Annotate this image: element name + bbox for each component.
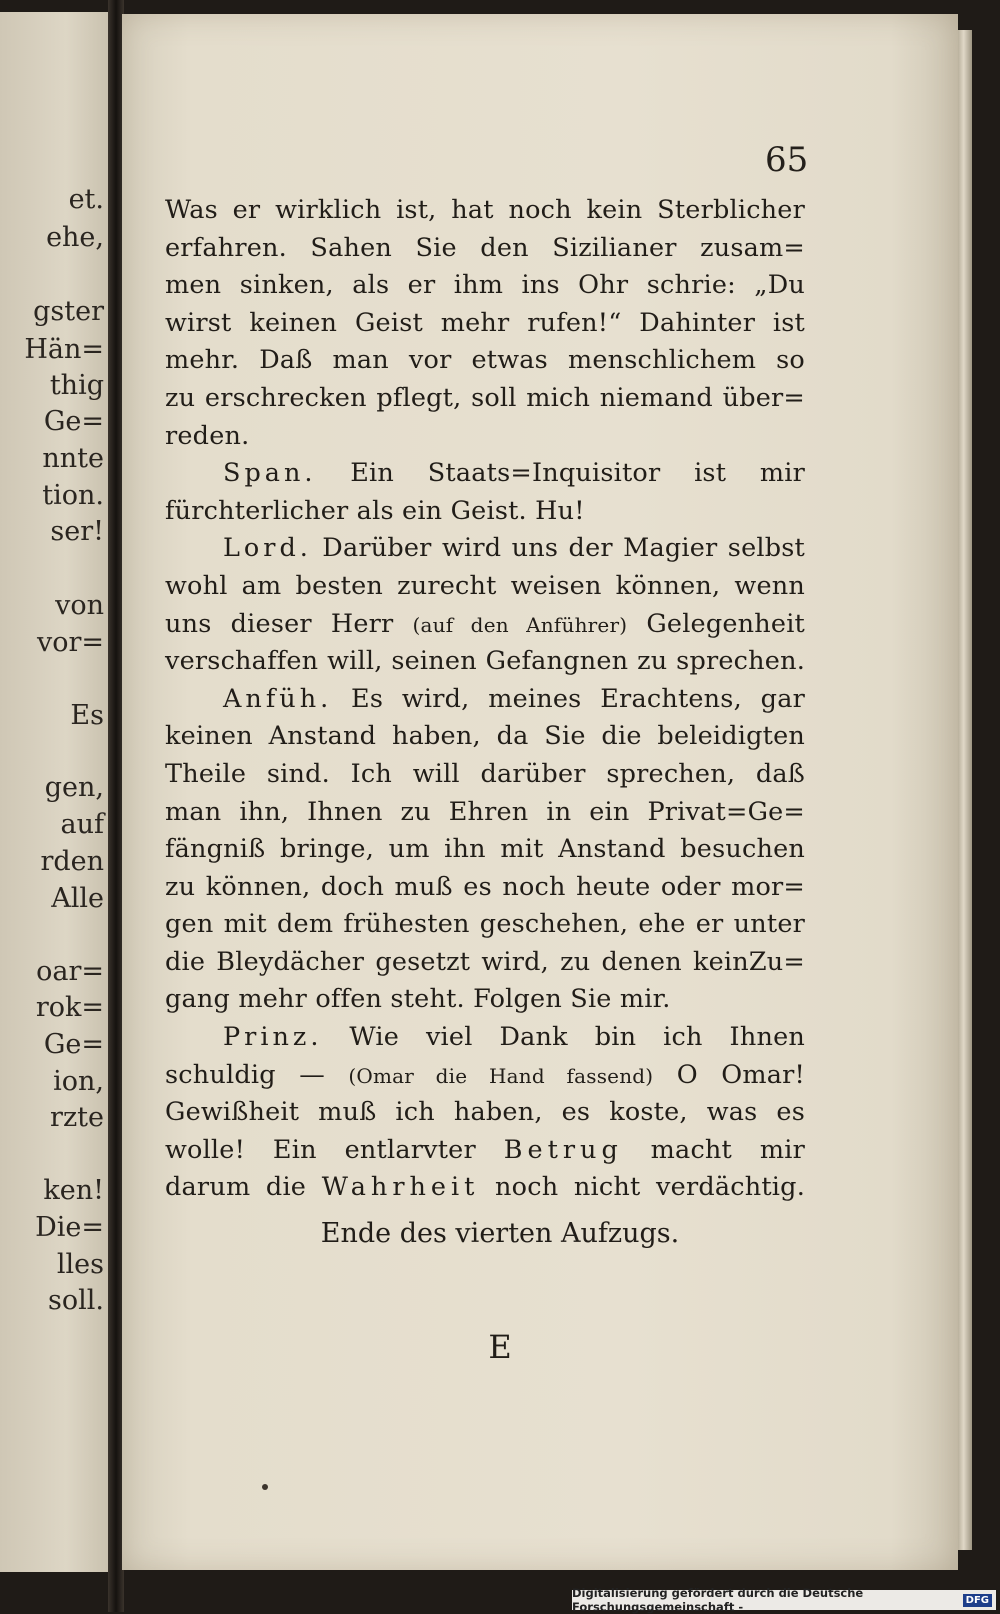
text-line-content bbox=[165, 267, 805, 305]
left-page-fragment: Hän= bbox=[24, 334, 104, 365]
page-edge bbox=[958, 30, 972, 1550]
text-line bbox=[165, 756, 805, 794]
left-page-fragment: ehe, bbox=[46, 222, 104, 253]
left-page-fragment: gen, bbox=[44, 772, 104, 803]
text-run: wirst keinen Geist mehr rufen!“ Dahinter ist bbox=[165, 307, 805, 338]
text-line bbox=[165, 1019, 805, 1057]
left-page-fragment: thig bbox=[49, 370, 104, 401]
text-line bbox=[165, 1057, 805, 1095]
text-line-content bbox=[165, 568, 805, 606]
left-page-fragment: Ge= bbox=[43, 406, 104, 437]
left-page-fragment: soll. bbox=[48, 1285, 104, 1316]
text-line-content bbox=[165, 1132, 805, 1170]
text-run: wohl am besten zurecht weisen können, wenn bbox=[165, 570, 805, 601]
text-run: die Bleydächer gesetzt wird, zu denen keinZu= bbox=[165, 946, 805, 977]
text-line-content bbox=[165, 418, 249, 456]
page-number: 65 bbox=[765, 140, 809, 180]
act-end-line: Ende des vierten Aufzugs. bbox=[320, 1218, 680, 1249]
text-line-content bbox=[165, 1169, 805, 1207]
text-line-content bbox=[165, 756, 805, 794]
text-line-content bbox=[165, 906, 805, 944]
text-line bbox=[165, 718, 805, 756]
text-line bbox=[165, 568, 805, 606]
text-run: macht mir bbox=[622, 1134, 806, 1165]
text-run: Wie viel Dank bin ich Ihnen bbox=[322, 1022, 805, 1053]
text-line-content bbox=[223, 455, 805, 493]
text-line bbox=[165, 530, 805, 568]
left-page-fragment: Ge= bbox=[43, 1029, 104, 1060]
left-page-fragment: vor= bbox=[36, 627, 104, 658]
text-run: Es wird, meines Erachtens, gar bbox=[332, 683, 805, 714]
text-line-content bbox=[223, 1019, 805, 1057]
left-page-fragment: oar= bbox=[36, 956, 104, 987]
speaker-name: Span. bbox=[223, 458, 317, 489]
left-page-fragment: rok= bbox=[35, 992, 104, 1023]
text-run: Gelegenheit bbox=[627, 608, 805, 639]
text-line-content bbox=[223, 530, 805, 568]
text-run: zu erschrecken pflegt, soll mich niemand über= bbox=[165, 382, 805, 413]
text-line bbox=[165, 455, 805, 493]
text-run: wolle! Ein entlarvter bbox=[165, 1134, 504, 1165]
text-line bbox=[165, 230, 805, 268]
text-run: Was er wirklich ist, hat noch kein Sterblicher bbox=[165, 195, 805, 225]
stage-direction: (auf den Anführer) bbox=[412, 612, 628, 637]
text-run: gen mit dem frühesten geschehen, ehe er unter bbox=[165, 909, 805, 940]
text-run: darum die bbox=[165, 1172, 322, 1203]
text-line bbox=[165, 267, 805, 305]
text-run: fängniß bringe, um ihn mit Anstand besuchen bbox=[165, 834, 805, 865]
text-line-content bbox=[165, 230, 805, 268]
text-run: O Omar! bbox=[653, 1059, 805, 1090]
text-line bbox=[165, 380, 805, 418]
left-page-fragment: Es bbox=[70, 700, 104, 731]
text-run: Gewißheit muß ich haben, es koste, was es bbox=[165, 1097, 805, 1128]
left-page-fragment: ser! bbox=[50, 516, 104, 547]
text-line bbox=[165, 794, 805, 832]
text-line-content bbox=[165, 944, 805, 982]
text-line-content bbox=[165, 342, 805, 380]
text-run: mehr. Daß man vor etwas menschlichem so bbox=[165, 345, 805, 376]
text-line-content bbox=[165, 643, 805, 681]
left-page-fragment: ion, bbox=[53, 1066, 104, 1097]
ink-dot bbox=[262, 1484, 268, 1490]
text-run: Theile sind. Ich will darüber sprechen, daß bbox=[165, 758, 805, 789]
text-line bbox=[165, 869, 805, 907]
text-run: gang mehr offen steht. Folgen Sie mir. bbox=[165, 984, 671, 1015]
text-line bbox=[165, 192, 805, 230]
speaker-name: Lord. bbox=[223, 533, 312, 564]
speaker-name: Anfüh. bbox=[223, 683, 333, 714]
text-line bbox=[165, 643, 805, 681]
text-run: uns dieser Herr bbox=[165, 608, 413, 639]
text-line bbox=[165, 606, 805, 644]
text-run: Darüber wird uns der Magier selbst bbox=[311, 533, 805, 564]
left-page-fragment: tion. bbox=[42, 480, 104, 511]
left-page-fragment: Die= bbox=[35, 1212, 104, 1243]
text-line-content bbox=[165, 305, 805, 343]
text-line-content bbox=[165, 380, 805, 418]
left-page-fragment: von bbox=[55, 590, 104, 621]
text-line bbox=[165, 681, 805, 719]
text-run: men sinken, als er ihm ins Ohr schrie: „Du bbox=[165, 270, 805, 301]
stage-direction: (Omar die Hand fassend) bbox=[348, 1063, 654, 1088]
speaker-name: Prinz. bbox=[223, 1022, 323, 1053]
text-line bbox=[165, 831, 805, 869]
text-run: fürchterlicher als ein Geist. Hu! bbox=[165, 495, 585, 526]
text-line-content bbox=[223, 681, 805, 719]
signature-mark: E bbox=[488, 1328, 512, 1366]
text-run: Ein Staats=Inquisitor ist mir bbox=[316, 458, 805, 489]
emphasized-word: Betrug bbox=[503, 1134, 623, 1165]
text-line bbox=[165, 1094, 805, 1132]
text-line-content bbox=[165, 1094, 805, 1132]
left-page-fragment: et. bbox=[68, 184, 104, 215]
text-line-content bbox=[165, 981, 671, 1019]
left-page-fragment: lles bbox=[56, 1249, 104, 1280]
text-line bbox=[165, 1169, 805, 1207]
text-line bbox=[165, 981, 805, 1019]
left-page-fragment: auf bbox=[60, 809, 104, 840]
text-run: schuldig — bbox=[165, 1059, 349, 1090]
text-line-content bbox=[165, 831, 805, 869]
left-page-fragment: rzte bbox=[50, 1102, 104, 1133]
text-line bbox=[165, 906, 805, 944]
text-line-content bbox=[165, 606, 805, 644]
text-line-content bbox=[165, 718, 805, 756]
text-line-content bbox=[165, 794, 805, 832]
left-page-fragment: gster bbox=[33, 296, 104, 327]
text-line bbox=[165, 342, 805, 380]
text-block bbox=[165, 192, 805, 1207]
left-page-fragment: nnte bbox=[42, 443, 104, 474]
text-run: keinen Anstand haben, da Sie die beleidigten bbox=[165, 721, 805, 752]
text-run: reden. bbox=[165, 420, 250, 451]
emphasized-word: Wahrheit bbox=[321, 1172, 480, 1203]
footer-text: Digitalisierung gefördert durch die Deutsche Forschungsgemeinschaft - bbox=[572, 1586, 864, 1614]
text-line-content bbox=[165, 1057, 805, 1095]
text-run: zu können, doch muß es noch heute oder mor= bbox=[165, 871, 805, 902]
digitization-footer bbox=[572, 1586, 996, 1614]
text-line bbox=[165, 493, 805, 531]
text-run: erfahren. Sahen Sie den Sizilianer zusam= bbox=[165, 232, 805, 263]
dfg-logo: DFG bbox=[963, 1594, 992, 1607]
text-line bbox=[165, 944, 805, 982]
text-line bbox=[165, 1132, 805, 1170]
text-run: noch nicht verdächtig. bbox=[479, 1172, 805, 1203]
text-line-content bbox=[165, 493, 585, 531]
left-page-fragment: Alle bbox=[51, 883, 104, 914]
left-page-fragment: ken! bbox=[43, 1175, 104, 1206]
text-line-content bbox=[165, 869, 805, 907]
text-line bbox=[165, 305, 805, 343]
left-page-fragment: rden bbox=[40, 846, 104, 877]
text-line bbox=[165, 418, 805, 456]
text-run: verschaffen will, seinen Gefangnen zu sprechen. bbox=[165, 646, 805, 677]
text-run: man ihn, Ihnen zu Ehren in ein Privat=Ge= bbox=[165, 796, 805, 827]
text-line-content bbox=[165, 192, 805, 230]
